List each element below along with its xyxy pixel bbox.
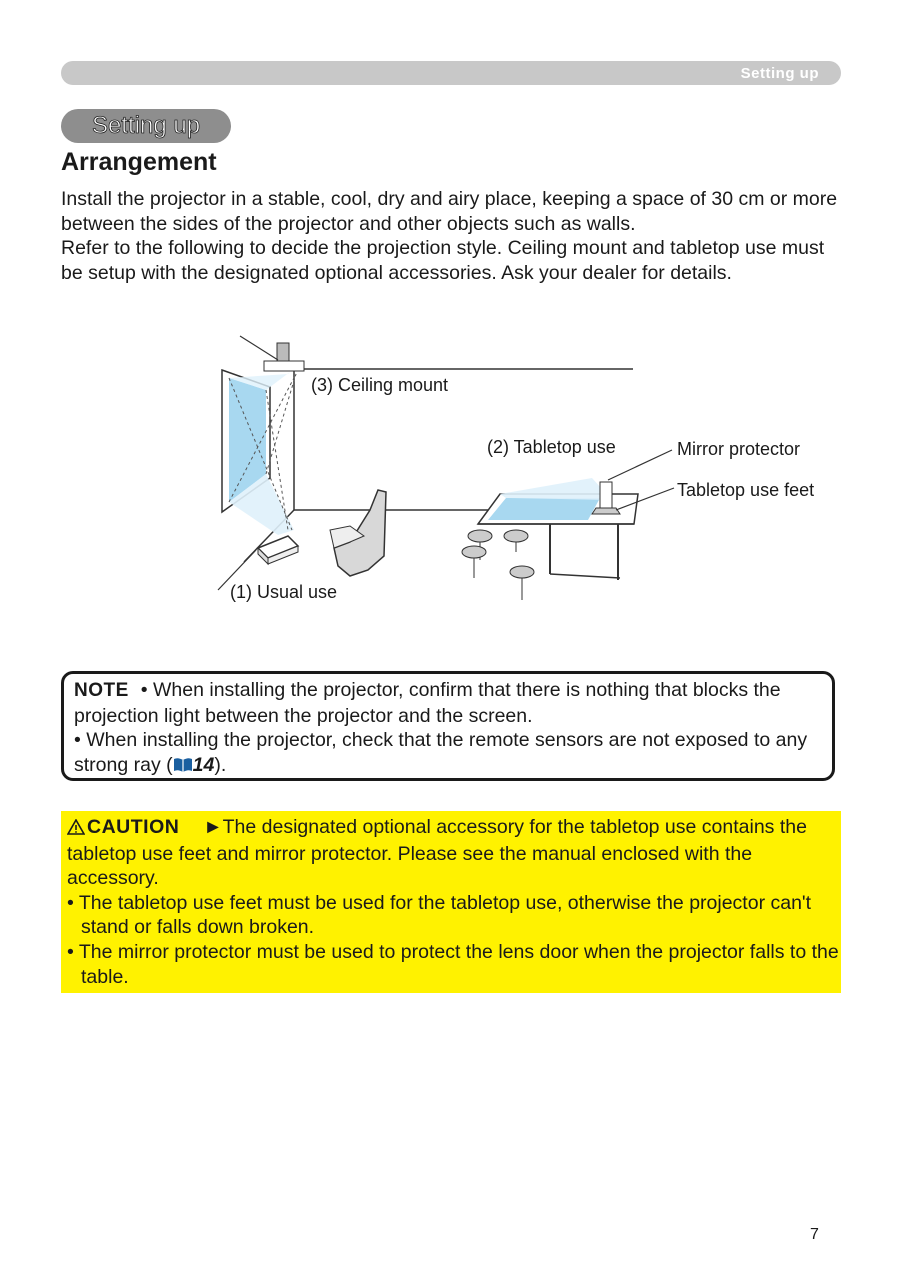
page-number: 7 [810, 1226, 819, 1243]
note-tag: NOTE [74, 680, 129, 701]
caution-box [61, 811, 841, 993]
caution-bullet-2: • The mirror protector must be used to protect the lens door when the projector falls to the table. [67, 940, 839, 988]
warning-triangle-icon [67, 817, 85, 842]
caution-lead-text: The designated optional accessory for the tabletop use contains the tabletop use feet and mirror protector. Please see the manual enclosed with the accessory. [67, 816, 807, 890]
book-icon [173, 755, 193, 780]
right-arrow-icon: ► [203, 816, 223, 838]
intro-text [61, 187, 851, 285]
section-pill-label: Setting up [91, 112, 201, 139]
header-bar [61, 61, 841, 85]
caution-bullet-1: • The tabletop use feet must be used for the tabletop use, otherwise the projector can't stand or falls down broken. [67, 891, 812, 939]
arrangement-illustration [200, 330, 840, 620]
caution-tag: CAUTION [87, 816, 180, 838]
intro-paragraph-2: Refer to the following to decide the projection style. Ceiling mount and tabletop use must be setup with the designated optional accessories. Ask your dealer for details. [61, 237, 825, 284]
caution-lead [67, 815, 841, 891]
intro-paragraph-1: Install the projector in a stable, cool, dry and airy place, keeping a space of 30 cm or more between the sides of the projector and other objects such as walls. [61, 188, 838, 235]
note-text-2-pre: • When installing the projector, check that the remote sensors are not exposed to any strong ray ( [74, 729, 808, 776]
label-tabletop-use: (2) Tabletop use [487, 437, 616, 457]
page-reference-link[interactable]: 14 [192, 753, 215, 776]
note-text-1: • When installing the projector, confirm that there is nothing that blocks the projection light between the projector and the screen. [74, 679, 781, 727]
note-text-2-post: ). [214, 753, 227, 776]
note-line-2 [74, 728, 832, 779]
label-mirror-protector: Mirror protector [677, 439, 801, 459]
note-line-1 [74, 678, 832, 728]
section-pill [61, 109, 231, 143]
note-box [61, 671, 835, 781]
page-title: Arrangement [61, 148, 217, 176]
label-usual-use: (1) Usual use [230, 582, 338, 602]
header-section-label: Setting up [740, 65, 819, 82]
arrangement-diagram [200, 330, 840, 625]
label-tabletop-feet: Tabletop use feet [677, 480, 815, 500]
label-ceiling-mount: (3) Ceiling mount [311, 375, 449, 395]
